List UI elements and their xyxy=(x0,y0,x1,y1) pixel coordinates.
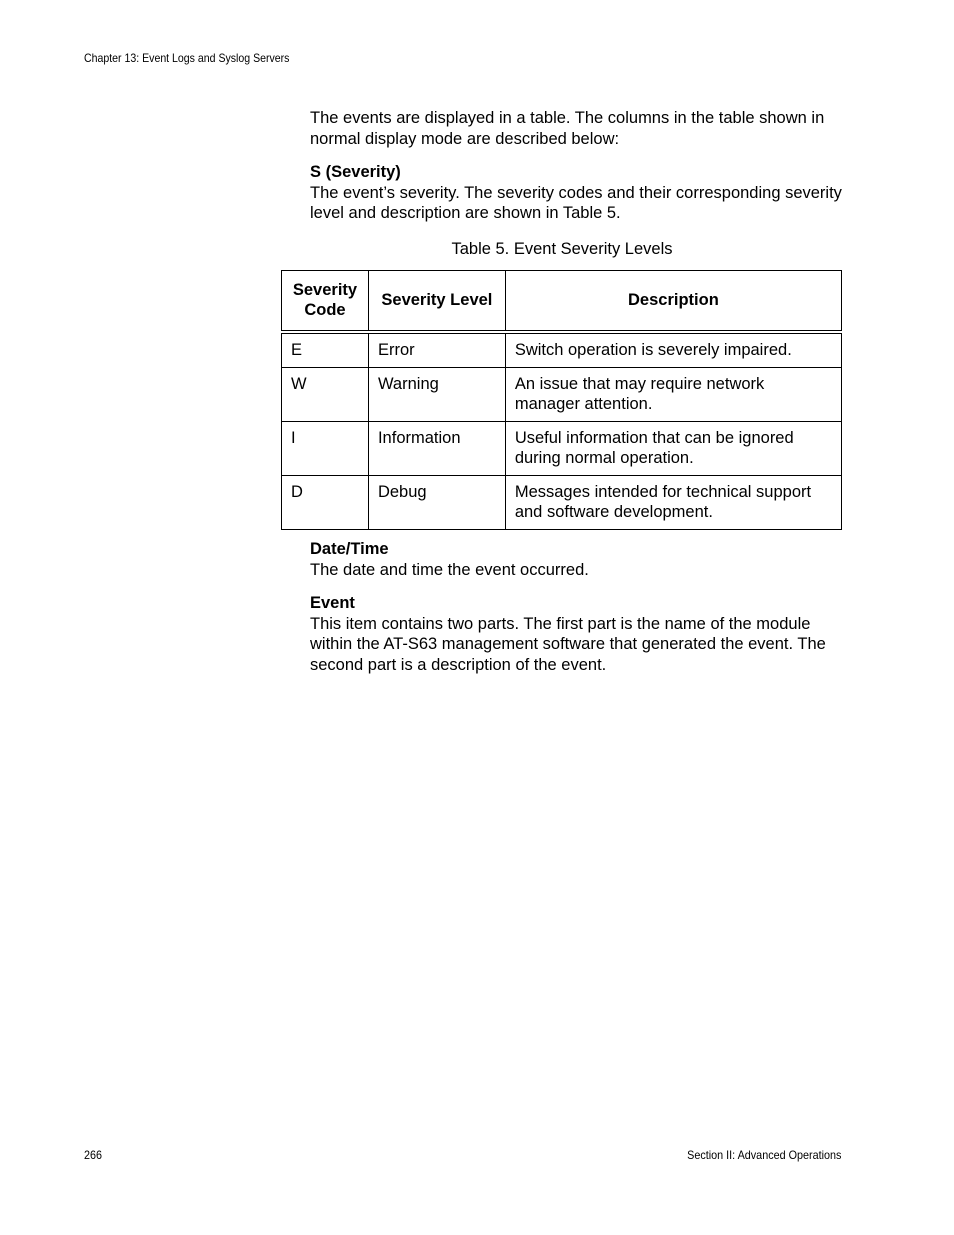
severity-code-cell: W xyxy=(282,368,369,422)
severity-term: S (Severity) xyxy=(310,163,401,181)
table-row xyxy=(282,368,842,422)
event-term: Event xyxy=(310,594,355,612)
footer-section: Section II: Advanced Operations xyxy=(686,1148,841,1162)
severity-level-cell: Warning xyxy=(368,368,505,422)
description-cell: Messages intended for technical support and software development. xyxy=(505,476,841,530)
severity-definition xyxy=(310,162,845,224)
datetime-description: The date and time the event occurred. xyxy=(310,560,589,579)
lower-content xyxy=(310,539,845,688)
header-severity-level: Severity Level xyxy=(368,271,505,333)
datetime-definition xyxy=(310,539,845,580)
table-row xyxy=(282,476,842,530)
upper-content xyxy=(310,108,845,237)
running-header: Chapter 13: Event Logs and Syslog Servers xyxy=(84,51,290,65)
severity-level-cell: Information xyxy=(368,422,505,476)
description-cell: An issue that may require network manager attention. xyxy=(505,368,841,422)
event-description: This item contains two parts. The first part is the name of the module within the AT-S63 management software that generated the event. The second part is a description of the event. xyxy=(310,614,826,674)
table-row xyxy=(282,422,842,476)
description-cell: Switch operation is severely impaired. xyxy=(505,332,841,368)
severity-level-cell: Error xyxy=(368,332,505,368)
page-number: 266 xyxy=(84,1148,103,1162)
datetime-term: Date/Time xyxy=(310,540,389,558)
table-row xyxy=(282,332,842,368)
intro-paragraph: The events are displayed in a table. The columns in the table shown in normal display mode are described below: xyxy=(310,109,825,148)
severity-levels-table xyxy=(281,270,842,530)
header-description: Description xyxy=(505,271,841,333)
severity-code-cell: D xyxy=(282,476,369,530)
severity-level-cell: Debug xyxy=(368,476,505,530)
table-header-row xyxy=(282,271,842,333)
description-cell: Useful information that can be ignored during normal operation. xyxy=(505,422,841,476)
severity-code-cell: I xyxy=(282,422,369,476)
severity-code-cell: E xyxy=(282,332,369,368)
event-definition xyxy=(310,593,845,675)
header-severity-code: Severity Code xyxy=(282,271,369,333)
severity-description: The event’s severity. The severity codes and their corresponding severity level and description are shown in Table 5. xyxy=(310,183,842,222)
table-caption: Table 5. Event Severity Levels xyxy=(451,240,673,258)
